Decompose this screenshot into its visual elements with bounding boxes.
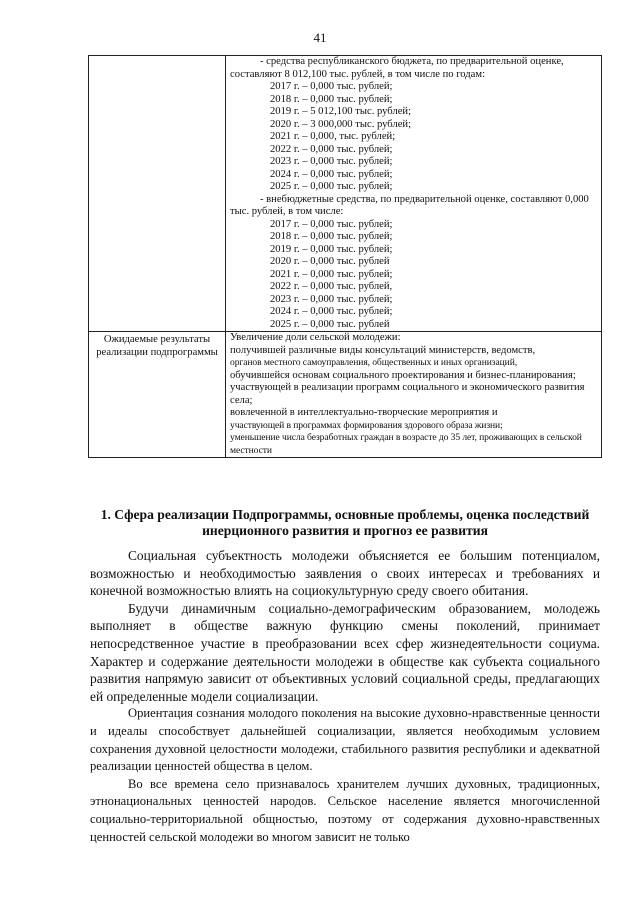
extrabudget-intro: - внебюджетные средства, по предварительной оценке, составляют 0,000 тыс. рублей, в том числе: bbox=[230, 193, 589, 217]
budget-year: 2021 г. – 0,000, тыс. рублей; bbox=[270, 131, 396, 142]
results-line: обучившейся основам социального проектирования и бизнес-планирования; bbox=[230, 369, 576, 381]
extrabudget-year: 2018 г. – 0,000 тыс. рублей; bbox=[270, 231, 393, 242]
budget-year: 2024 г. – 0,000 тыс. рублей; bbox=[270, 168, 393, 180]
section-heading: 1. Сфера реализации Подпрограммы, основные проблемы, оценка последствий инерционного развития и прогноз ее развития bbox=[100, 507, 590, 538]
paragraph: Будучи динамичным социально-демографическим образованием, молодежь выполняет в обществе важную функцию смены поколений, принимает непосредственное участие в преобразовании всех сфер жизнедеятельности социума. Характер и содержание деятельности молодежи в обществе как субъекта социального развития напрямую зависит от объективных условий социальной среды, предлагающих ей определенные модели социализации. bbox=[90, 600, 600, 704]
results-line: вовлеченной в интеллектуально-творческие мероприятия и bbox=[230, 407, 498, 418]
extrabudget-year: 2023 г. – 0,000 тыс. рублей; bbox=[270, 293, 393, 305]
results-line: участвующей в программах формирования здорового образа жизни; bbox=[230, 419, 503, 431]
results-line: уменьшение числа безработных граждан в возрасте до 35 лет, проживающих в сельской местности bbox=[230, 432, 582, 456]
extrabudget-year: 2020 г. – 0,000 тыс. рублей bbox=[270, 256, 390, 267]
results-line: органов местного самоуправления, общественных и иных организаций, bbox=[230, 357, 518, 368]
body-text bbox=[90, 547, 600, 846]
results-line: получившей различные виды консультаций министерств, ведомств, bbox=[230, 344, 536, 356]
results-label: Ожидаемые результаты реализации подпрограммы bbox=[89, 332, 226, 458]
page-number: 41 bbox=[313, 30, 327, 45]
extrabudget-year: 2022 г. – 0,000 тыс. рублей, bbox=[270, 281, 393, 292]
paragraph: Социальная субъектность молодежи объясняется ее большим потенциалом, возможностью и необходимостью заявления о своих интересах и требованиях и конечной возможностью влиять на социокультурную среду своего обитания. bbox=[90, 548, 600, 599]
budget-year: 2017 г. – 0,000 тыс. рублей; bbox=[270, 81, 393, 92]
extrabudget-year: 2019 г. – 0,000 тыс. рублей; bbox=[270, 243, 393, 255]
budget-intro: - средства республиканского бюджета, по предварительной оценке, составляют 8 012,100 тыс. рублей, в том числе по годам: bbox=[230, 56, 564, 80]
results-line: Увеличение доли сельской молодежи: bbox=[230, 332, 401, 343]
results-row bbox=[89, 332, 602, 458]
extrabudget-year: 2017 г. – 0,000 тыс. рублей; bbox=[270, 218, 393, 230]
budget-year: 2018 г. – 0,000 тыс. рублей; bbox=[270, 93, 393, 105]
paragraph: Ориентация сознания молодого поколения на высокие духовно-нравственные ценности и идеалы способствует дальнейшей социализации, является необходимым условием сохранения духовной целостности молодежи, стабильного развития республики и адекватной реализации ценностей общества в целом. bbox=[90, 706, 600, 774]
results-line: участвующей в реализации программ социального и экономического развития села; bbox=[230, 382, 585, 406]
extrabudget-year: 2024 г. – 0,000 тыс. рублей; bbox=[270, 306, 393, 317]
funding-label-cell bbox=[89, 56, 226, 332]
budget-year: 2023 г. – 0,000 тыс. рублей; bbox=[270, 156, 393, 167]
paragraph: Во все времена село признавалось хранителем лучших духовных, традиционных, этнонациональных ценностей народов. Сельское население является многочисленной социально-территориальной общностью, поэтому от содержания духовно-нравственных ценностей сельской молодежи во многом зависит не только bbox=[90, 776, 600, 844]
subprogram-passport-table bbox=[88, 55, 602, 458]
budget-year: 2022 г. – 0,000 тыс. рублей; bbox=[270, 143, 393, 155]
budget-year: 2019 г. – 5 012,100 тыс. рублей; bbox=[270, 106, 412, 117]
budget-year: 2020 г. – 3 000,000 тыс. рублей; bbox=[270, 118, 412, 130]
extrabudget-year: 2025 г. – 0,000 тыс. рублей bbox=[270, 318, 390, 330]
results-value-cell bbox=[226, 332, 602, 458]
extrabudget-year: 2021 г. – 0,000 тыс. рублей; bbox=[270, 268, 393, 280]
funding-value-cell bbox=[226, 56, 602, 332]
budget-year: 2025 г. – 0,000 тыс. рублей; bbox=[270, 181, 393, 192]
funding-row bbox=[89, 56, 602, 332]
